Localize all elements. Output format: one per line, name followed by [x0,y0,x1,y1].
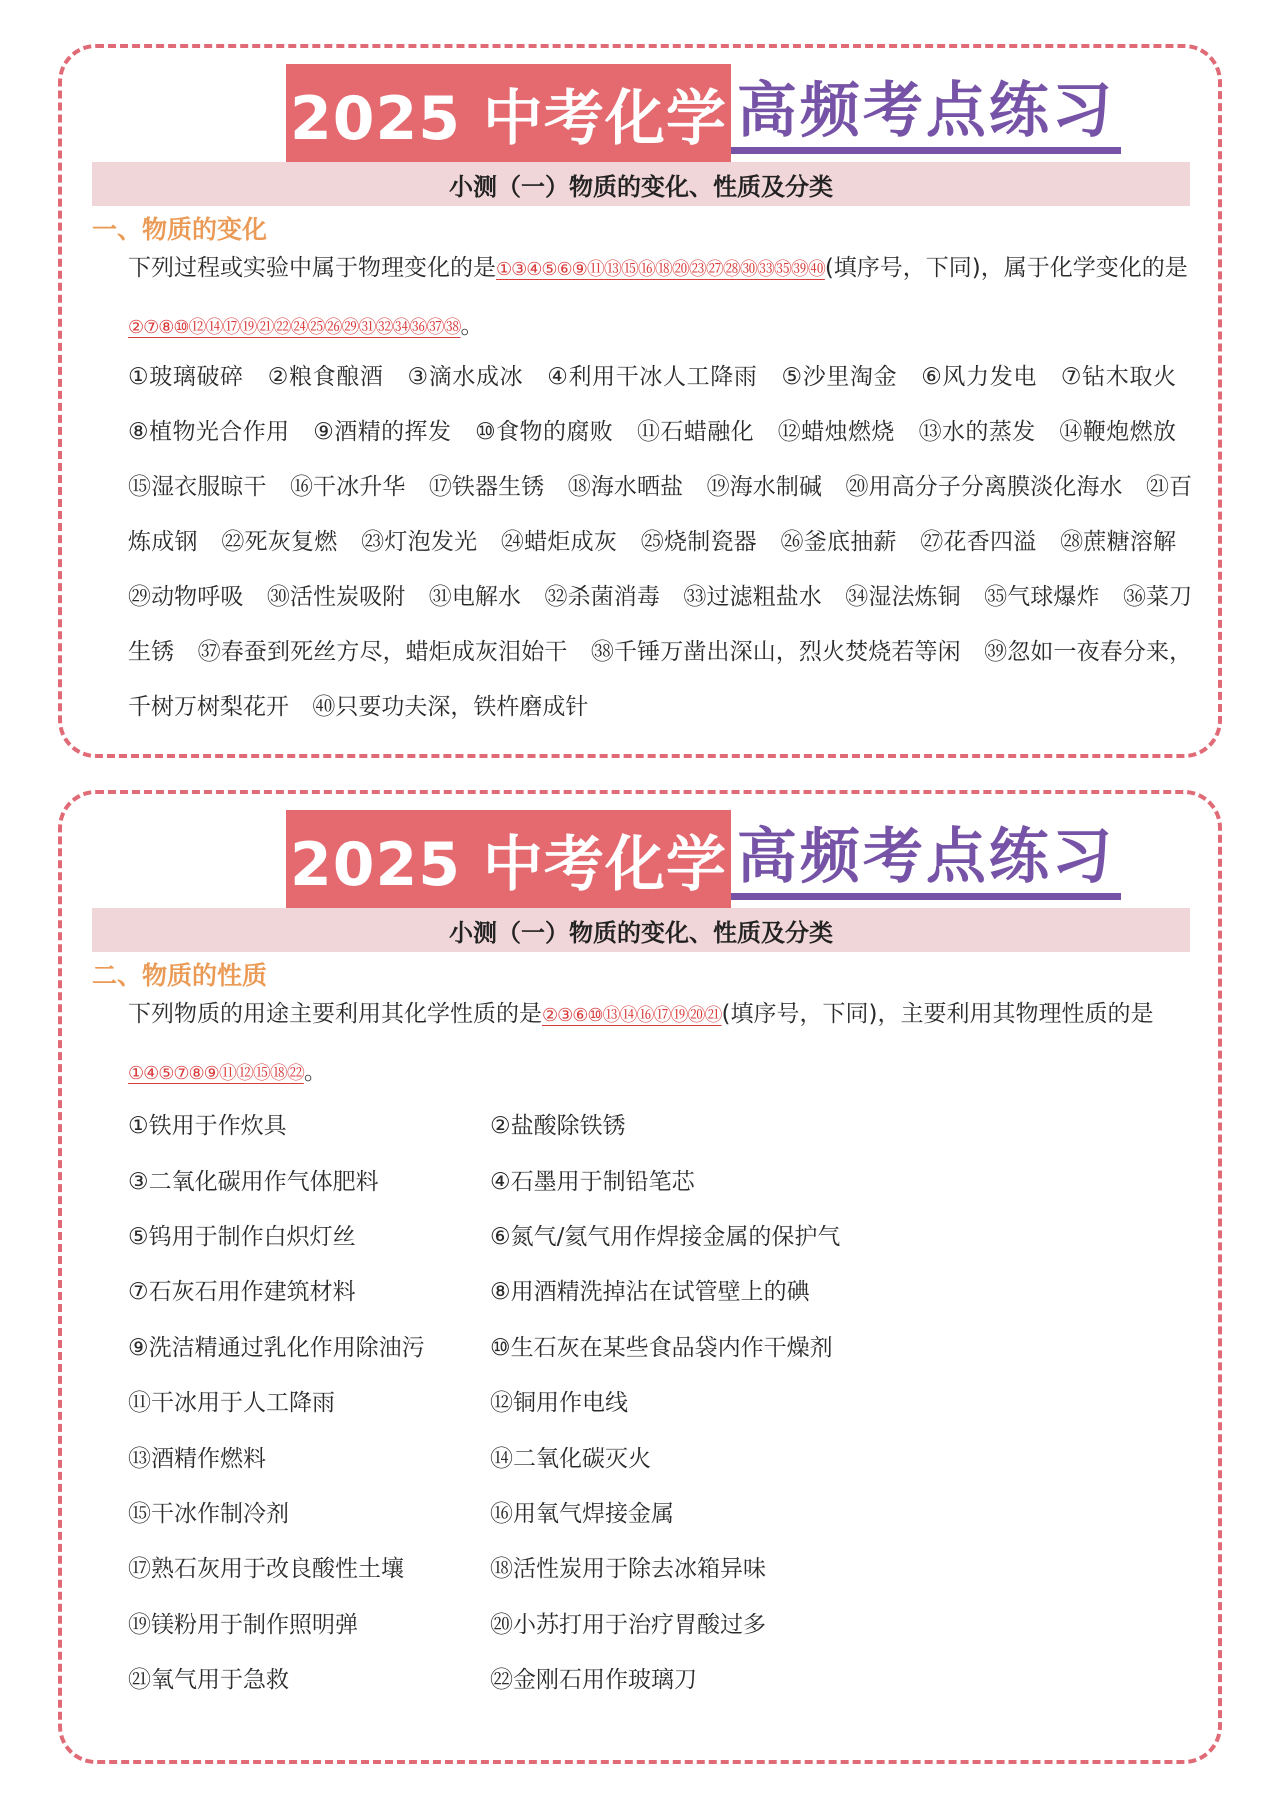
list-item: ⑭鞭炮燃放 [1059,419,1177,445]
list-item: ⑰熟石灰用于改良酸性土壤 [128,1556,404,1583]
list-item: ②粮食酿酒 [267,364,384,390]
list-item: ④石墨用于制铅笔芯 [490,1168,695,1195]
exercise-card-2 [58,790,1222,1764]
list-item: ⑬酒精作燃料 [128,1445,266,1472]
list-item: ㊵只要功夫深，铁杵磨成针 [312,694,589,720]
list-item: ⑧用酒精洗掉沾在试管壁上的碘 [490,1279,810,1306]
section-heading: 一、物质的变化 [92,215,268,244]
list-item: ⑱活性炭用于除去冰箱异味 [490,1556,766,1583]
section-heading: 二、物质的性质 [92,961,268,990]
list-item: ㉒金刚石用作玻璃刀 [490,1667,697,1694]
list-item: ⑯干冰升华 [289,474,406,500]
answer-physical: ①③④⑤⑥⑨⑪⑬⑮⑯⑱⑳㉓㉗㉘㉚㉝㉟㊴㊵ [496,259,825,280]
grid-row [128,1318,1128,1373]
question-mid: (填序号，下同)，属于化学变化的是 [824,255,1188,281]
list-item: ㉓灯泡发光 [361,529,478,555]
list-item: ㉛电解水 [428,584,522,610]
list-item: ㉑百炼成钢 [128,474,1193,555]
list-item: ⑭二氧化碳灭火 [490,1445,651,1472]
card-title [286,810,1121,910]
grid-row [128,1428,1128,1483]
list-item: ㉔蜡炬成灰 [500,529,618,555]
answer-chemical: ②⑦⑧⑩⑫⑭⑰⑲㉑㉒㉔㉕㉖㉙㉛㉜㉞㊱㊲㊳ [128,317,461,338]
list-item: ⑩生石灰在某些食品袋内作干燥剂 [490,1334,833,1361]
list-item: ㊲春蚕到死丝方尽，蜡炬成灰泪始干 [197,639,568,665]
grid-row [128,1373,1128,1428]
list-item: ㊴忽如一夜春分来，千树万树梨花开 [128,639,1193,720]
list-item: ⑲镁粉用于制作照明弹 [128,1611,358,1638]
list-item: ㉜杀菌消毒 [544,584,660,610]
list-item: ①玻璃破碎 [128,364,244,390]
list-item: ㉖釜底抽薪 [780,529,897,555]
list-item: ㊳千锤万凿出深山，烈火焚烧若等闲 [590,639,961,665]
question-text [128,240,1188,356]
question-intro: 下列过程或实验中属于物理变化的是 [128,255,496,281]
list-item: ⑮干冰作制冷剂 [128,1500,289,1527]
list-item: ㉑氧气用于急救 [128,1667,289,1694]
list-item: ⑪石蜡融化 [636,419,755,445]
list-item: ㉘蔗糖溶解 [1060,529,1177,555]
list-item: ㉚活性炭吸附 [266,584,406,610]
list-item: ⑳小苏打用于治疗胃酸过多 [490,1611,766,1638]
list-item: ⑤钨用于制作白炽灯丝 [128,1223,356,1250]
grid-row [128,1262,1128,1317]
list-item: ⑦钻木取火 [1060,364,1177,390]
title-underlined: 高频考点练习 [731,64,1121,154]
list-item: ㉝过滤粗盐水 [683,584,822,610]
question-intro: 下列物质的用途主要利用其化学性质的是 [128,1001,542,1027]
list-item: ⑥风力发电 [921,364,1037,390]
list-item: ⑧植物光合作用 [128,419,290,445]
list-item: ⑨洗洁精通过乳化作用除油污 [128,1334,425,1361]
subtitle-bar: 小测（一）物质的变化、性质及分类 [92,908,1190,952]
usage-grid [128,1096,1128,1705]
list-item: ⑮湿衣服晾干 [128,474,267,500]
grid-row [128,1207,1128,1262]
list-item: ⑲海水制碱 [706,474,823,500]
list-item: ⑦石灰石用作建筑材料 [128,1279,356,1306]
list-item: ⑬水的蒸发 [918,419,1036,445]
list-item: ②盐酸除铁锈 [490,1113,626,1140]
list-item: ⑫蜡烛燃烧 [777,419,895,445]
grid-row [128,1595,1128,1650]
question-end: 。 [460,313,484,339]
list-item: ㉒死灰复燃 [221,529,338,555]
list-item: ㉕烧制瓷器 [640,529,757,555]
grid-row [128,1650,1128,1705]
list-item: ⑳用高分子分离膜淡化海水 [845,474,1123,500]
title-underlined: 高频考点练习 [731,810,1121,900]
answer-chemical-property: ②③⑥⑩⑬⑭⑯⑰⑲⑳㉑ [542,1005,722,1026]
grid-row [128,1539,1128,1594]
list-item: ⑤沙里淘金 [781,364,898,390]
list-item: ⑫铜用作电线 [490,1390,628,1417]
question-end: 。 [303,1059,327,1085]
title-highlight: 2025 中考化学 [286,810,731,910]
list-item: ⑨酒精的挥发 [313,419,452,445]
list-item: ③滴水成冰 [407,364,524,390]
list-item: ⑪干冰用于人工降雨 [128,1390,335,1417]
grid-row [128,1484,1128,1539]
list-item: ㉟气球爆炸 [984,584,1100,610]
question-mid: (填序号，下同)，主要利用其物理性质的是 [721,1001,1154,1027]
subtitle-bar: 小测（一）物质的变化、性质及分类 [92,162,1190,206]
title-highlight: 2025 中考化学 [286,64,731,164]
question-text [128,986,1188,1102]
list-item: ⑥氮气/氦气用作焊接金属的保护气 [490,1223,841,1250]
list-item: ⑱海水晒盐 [567,474,684,500]
list-item: ㉗花香四溢 [920,529,1037,555]
answer-physical-property: ①④⑤⑦⑧⑨⑪⑫⑮⑱㉒ [128,1063,304,1084]
grid-row [128,1151,1128,1206]
list-item: ⑰铁器生锈 [428,474,545,500]
card-title [286,64,1121,164]
list-item: ㉙动物呼吸 [128,584,244,610]
exercise-card-1 [58,44,1222,758]
list-item: ㉞湿法炼铜 [845,584,961,610]
list-item: ④利用干冰人工降雨 [547,364,758,390]
list-item: ⑩食物的腐败 [475,419,614,445]
list-item: ①铁用于作炊具 [128,1113,287,1140]
list-item: ⑯用氧气焊接金属 [490,1500,674,1527]
grid-row [128,1096,1128,1151]
list-item: ③二氧化碳用作气体肥料 [128,1168,379,1195]
option-list [128,350,1192,735]
list-item: ㊱菜刀生锈 [128,584,1193,665]
